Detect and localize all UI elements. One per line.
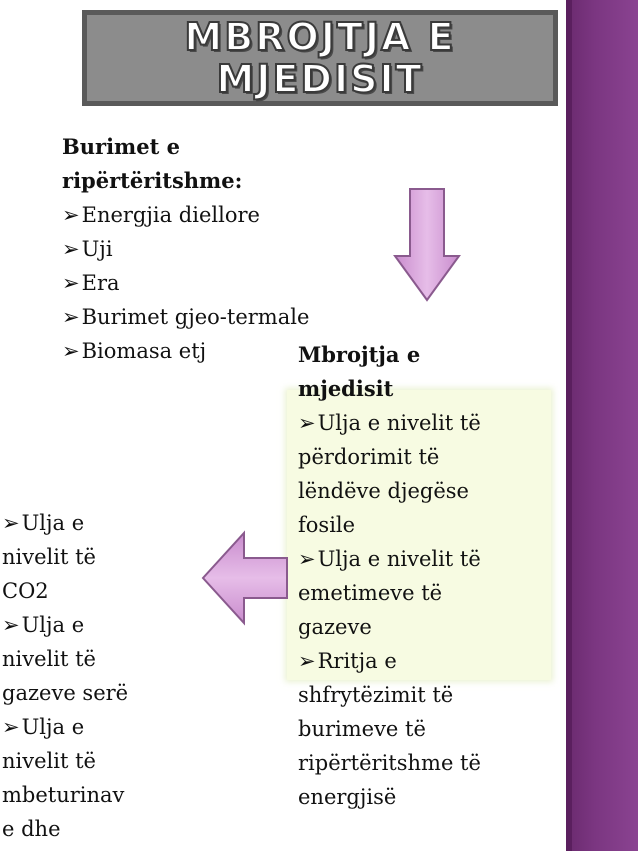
- renewables-item: ➢ Biomasa etj: [62, 334, 309, 368]
- left-arrow-icon: [200, 530, 290, 626]
- title-banner: [82, 10, 558, 106]
- protection-line: energjisë: [298, 785, 397, 809]
- protection-line: lëndëve djegëse: [298, 479, 469, 503]
- results-line: mbeturinav: [2, 783, 125, 807]
- results-line: gazeve serë: [2, 681, 129, 705]
- protection-line: ➢ Ulja e nivelit të: [298, 542, 548, 576]
- results-section: [2, 506, 182, 846]
- renewables-heading-2: ripërtëritshme:: [62, 168, 243, 193]
- results-line: nivelit të: [2, 749, 96, 773]
- renewables-heading-1: Burimet e: [62, 134, 181, 159]
- down-arrow-icon: [392, 186, 462, 304]
- protection-line: emetimeve të: [298, 581, 443, 605]
- results-line: CO2: [2, 579, 49, 603]
- protection-heading-2: mjedisit: [298, 376, 394, 401]
- protection-line: shfrytëzimit të: [298, 683, 454, 707]
- renewables-item: ➢ Burimet gjeo-termale: [62, 300, 309, 334]
- protection-heading-1: Mbrojtja e: [298, 342, 421, 367]
- results-line: nivelit të: [2, 647, 96, 671]
- results-line: ➢ Ulja e: [2, 506, 182, 540]
- protection-line: përdorimit të: [298, 445, 440, 469]
- protection-line: burimeve të: [298, 717, 426, 741]
- renewables-section: [62, 130, 309, 368]
- side-decorative-stripe: [566, 0, 638, 851]
- protection-line: gazeve: [298, 615, 372, 639]
- protection-line: ripërtëritshme të: [298, 751, 481, 775]
- protection-section: [298, 338, 548, 814]
- results-line: nivelit të: [2, 545, 96, 569]
- results-line: ➢ Ulja e: [2, 608, 182, 642]
- results-line: e dhe: [2, 817, 61, 841]
- renewables-item: ➢ Energjia diellore: [62, 198, 309, 232]
- protection-line: ➢ Ulja e nivelit të: [298, 406, 548, 440]
- renewables-item: ➢ Uji: [62, 232, 309, 266]
- protection-line: fosile: [298, 513, 356, 537]
- protection-line: ➢ Rritja e: [298, 644, 548, 678]
- title-line-2: MJEDISIT: [216, 57, 424, 101]
- renewables-item: ➢ Era: [62, 266, 309, 300]
- results-line: ➢ Ulja e: [2, 710, 182, 744]
- title-line-1: MBROJTJA E: [184, 15, 456, 59]
